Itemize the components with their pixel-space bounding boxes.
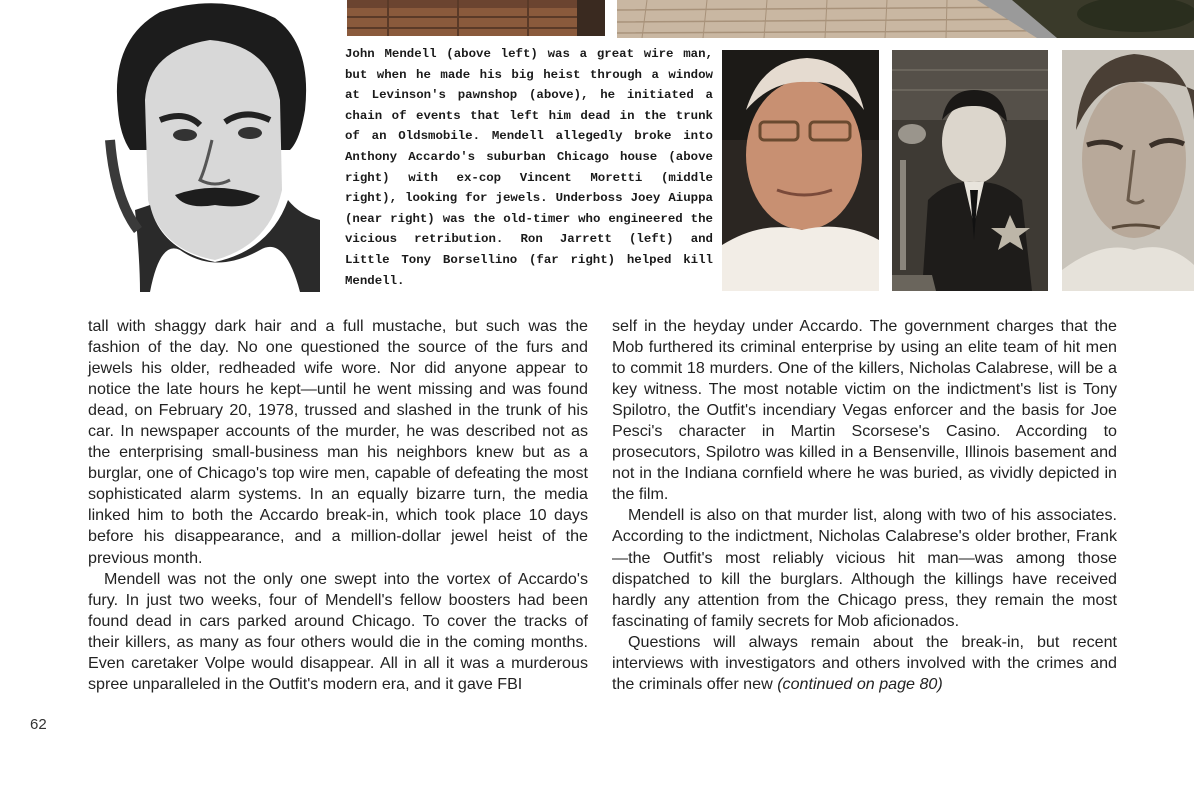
paragraph: Mendell was not the only one swept into the vortex of Accardo's fury. In just two weeks, four of Mendell's fellow boosters had been found dead in cars parked around Chicago. To cover the tracks of their killers, as many as four others would die in the coming months. Even caretaker Volpe would disappear. All in all it was a murderous spree unparalleled in the Outfit's modern era, and it gave FBI <box>88 569 588 693</box>
article-column-right <box>612 316 1117 695</box>
photo-tony-borsellino <box>1062 50 1194 291</box>
article-column-left <box>88 316 588 695</box>
photo-pawnshop-window <box>347 0 605 36</box>
continued-jump-line: (continued on page 80) <box>777 674 943 693</box>
paragraph: tall with shaggy dark hair and a full mustache, but such was the fashion of the day. No one questioned the source of the furs and jewels his older, redheaded wife wore. Nor did anyone appear to notice the late hours he kept—until he went missing and was found dead, on February 20, 1978, trussed and slashed in the trunk of his car. In newspaper accounts of the murder, he was described not as the enterprising small-business man his neighbors knew but as a burglar, one of Chicago's top wire men, capable of defeating the most sophisticated alarm systems. In an equally bizarre turn, the media linked him to both the Accardo break-in, which took place 10 days before his disappearance, and a million-dollar jewel heist of the previous month. <box>88 317 588 567</box>
photo-john-mendell <box>100 0 320 292</box>
paragraph: self in the heyday under Accardo. The government charges that the Mob furthered its criminal enterprise by using an elite team of hit men to commit 18 murders. One of the killers, Nicholas Calabrese, will be a key witness. The most notable victim on the indictment's list is Tony Spilotro, the Outfit's incendiary Vegas enforcer and the basis for Joe Pesci's character in Martin Scorsese's Casino. According to prosecutors, Spilotro was killed in a Bensenville, Illinois basement and not in the Indiana cornfield where he was buried, as vividly depicted in the film. <box>612 317 1117 504</box>
paragraph <box>612 632 1117 695</box>
photo-joey-aiuppa <box>722 50 879 291</box>
photo-accardo-house <box>617 0 1194 38</box>
paragraph-text: Questions will always remain about the break-in, but recent interviews with investigators and others involved with the crimes and the criminals offer new <box>612 632 1117 693</box>
photo-caption: John Mendell (above left) was a great wire man, but when he made his big heist through a window at Levinson's pawnshop (above), he initiated a chain of events that left him dead in the trunk of an Oldsmobile. Mendell allegedly broke into Anthony Accardo's suburban Chicago house (above right) with ex-cop Vincent Moretti (middle right), looking for jewels. Underboss Joey Aiuppa (near right) was the old-timer who engineered the vicious retribution. Ron Jarrett (left) and Little Tony Borsellino (far right) helped kill Mendell. <box>345 47 713 288</box>
page-number: 62 <box>30 716 47 733</box>
paragraph: Mendell is also on that murder list, along with two of his associates. According to the indictment, Nicholas Calabrese's older brother, Frank—the Outfit's most reliably vicious hit man—was among those dispatched to kill the burglars. Although the killings have received hardly any attention from the Chicago press, they remain the most fascinating of family secrets for Mob aficionados. <box>612 506 1117 630</box>
photo-vincent-moretti <box>892 50 1048 291</box>
